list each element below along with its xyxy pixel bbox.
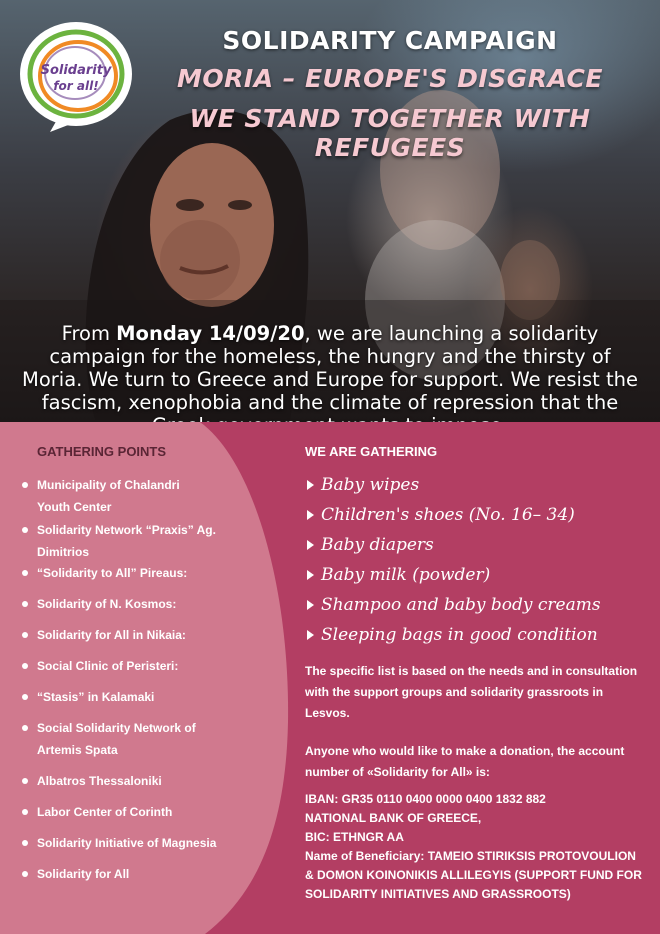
gathering-item: Baby milk (powder) — [305, 560, 601, 590]
gathering-point: “Solidarity to All” Pireaus: — [22, 562, 262, 584]
bullet-icon — [22, 663, 28, 669]
gathering-point: Solidarity of N. Kosmos: — [22, 593, 262, 615]
gathering-point: “Stasis” in Kalamaki — [22, 686, 262, 708]
bullet-icon — [22, 632, 28, 638]
intro-after: , we are launching a solidarity campaign for the homeless, the hungry and the thirsty of Moria. We turn to Greece and Europe for support. We resist the fascism, xenophobia and the climate of repression that the — [22, 322, 638, 414]
list-note: The specific list is based on the needs and in consultation with the support groups and solidarity grassroots in Lesvos. — [305, 664, 638, 720]
bullet-icon — [22, 871, 28, 877]
bullet-icon — [22, 778, 28, 784]
bullet-icon — [22, 482, 28, 488]
gathering-item: Shampoo and baby body creams — [305, 590, 601, 620]
gathering-item: Children's shoes (No. 16– 34) — [305, 500, 601, 530]
gathering-point: Solidarity Initiative of Magnesia — [22, 832, 262, 854]
bullet-icon — [22, 809, 28, 815]
campaign-title: SOLIDARITY CAMPAIGN — [222, 26, 558, 55]
gathering-item: Sleeping bags in good condition — [305, 620, 601, 650]
hero-section — [0, 0, 660, 422]
campaign-subtitle-line2: WE STAND TOGETHER WITH REFUGEES — [189, 104, 591, 162]
donation-note: Anyone who would like to make a donation, the account number of «Solidarity for All» is: — [305, 744, 625, 779]
intro-before: From — [61, 322, 117, 345]
gathering-points-list — [22, 474, 262, 885]
triangle-bullet-icon — [307, 630, 314, 640]
gathering-items-heading: WE ARE GATHERING — [305, 444, 438, 459]
bic: BIC: ETHNGR AA — [305, 830, 404, 844]
triangle-bullet-icon — [307, 570, 314, 580]
bank-details — [305, 790, 650, 904]
solidarity-for-all-logo — [18, 18, 136, 136]
triangle-bullet-icon — [307, 480, 314, 490]
bank-name: NATIONAL BANK OF GREECE, — [305, 811, 482, 825]
triangle-bullet-icon — [307, 510, 314, 520]
gathering-points-heading: GATHERING POINTS — [37, 444, 167, 459]
gathering-point: Solidarity for All — [22, 863, 262, 885]
gathering-point: Social Solidarity Network of Artemis Spata — [22, 717, 262, 761]
beneficiary-line1: Name of Beneficiary: TAMEIO STIRIKSIS PROTOVOULION — [305, 849, 636, 863]
bullet-icon — [22, 570, 28, 576]
gathering-items-list — [305, 470, 601, 650]
triangle-bullet-icon — [307, 540, 314, 550]
intro-paragraph — [20, 322, 640, 437]
gathering-point: Solidarity Network “Praxis” Ag. Dimitrios — [22, 519, 262, 550]
gathering-point: Social Clinic of Peristeri: — [22, 655, 262, 677]
intro-date: Monday 14/09/20 — [116, 322, 305, 345]
iban: IBAN: GR35 0110 0400 0000 0400 1832 882 — [305, 792, 546, 806]
logo-text-line1: Solidarity — [40, 63, 112, 78]
gathering-point: Municipality of Chalandri Youth Center — [22, 474, 262, 505]
bullet-icon — [22, 694, 28, 700]
bullet-icon — [22, 601, 28, 607]
gathering-item: Baby wipes — [305, 470, 601, 500]
triangle-bullet-icon — [307, 600, 314, 610]
bullet-icon — [22, 725, 28, 731]
gathering-point: Solidarity for All in Nikaia: — [22, 624, 262, 646]
beneficiary-line2: & DOMON KOINONIKIS ALLILEGYIS (SUPPORT FUND FOR — [305, 868, 642, 882]
beneficiary-line3: SOLIDARITY INITIATIVES AND GRASSROOTS) — [305, 887, 571, 901]
logo-text-line2: for all! — [53, 79, 99, 93]
campaign-subtitle-line1: MORIA – EUROPE'S DISGRACE — [177, 64, 603, 93]
gathering-point: Albatros Thessaloniki — [22, 770, 262, 792]
gathering-point: Labor Center of Corinth — [22, 801, 262, 823]
gathering-item: Baby diapers — [305, 530, 601, 560]
info-section — [0, 422, 660, 934]
bullet-icon — [22, 527, 28, 533]
bullet-icon — [22, 840, 28, 846]
